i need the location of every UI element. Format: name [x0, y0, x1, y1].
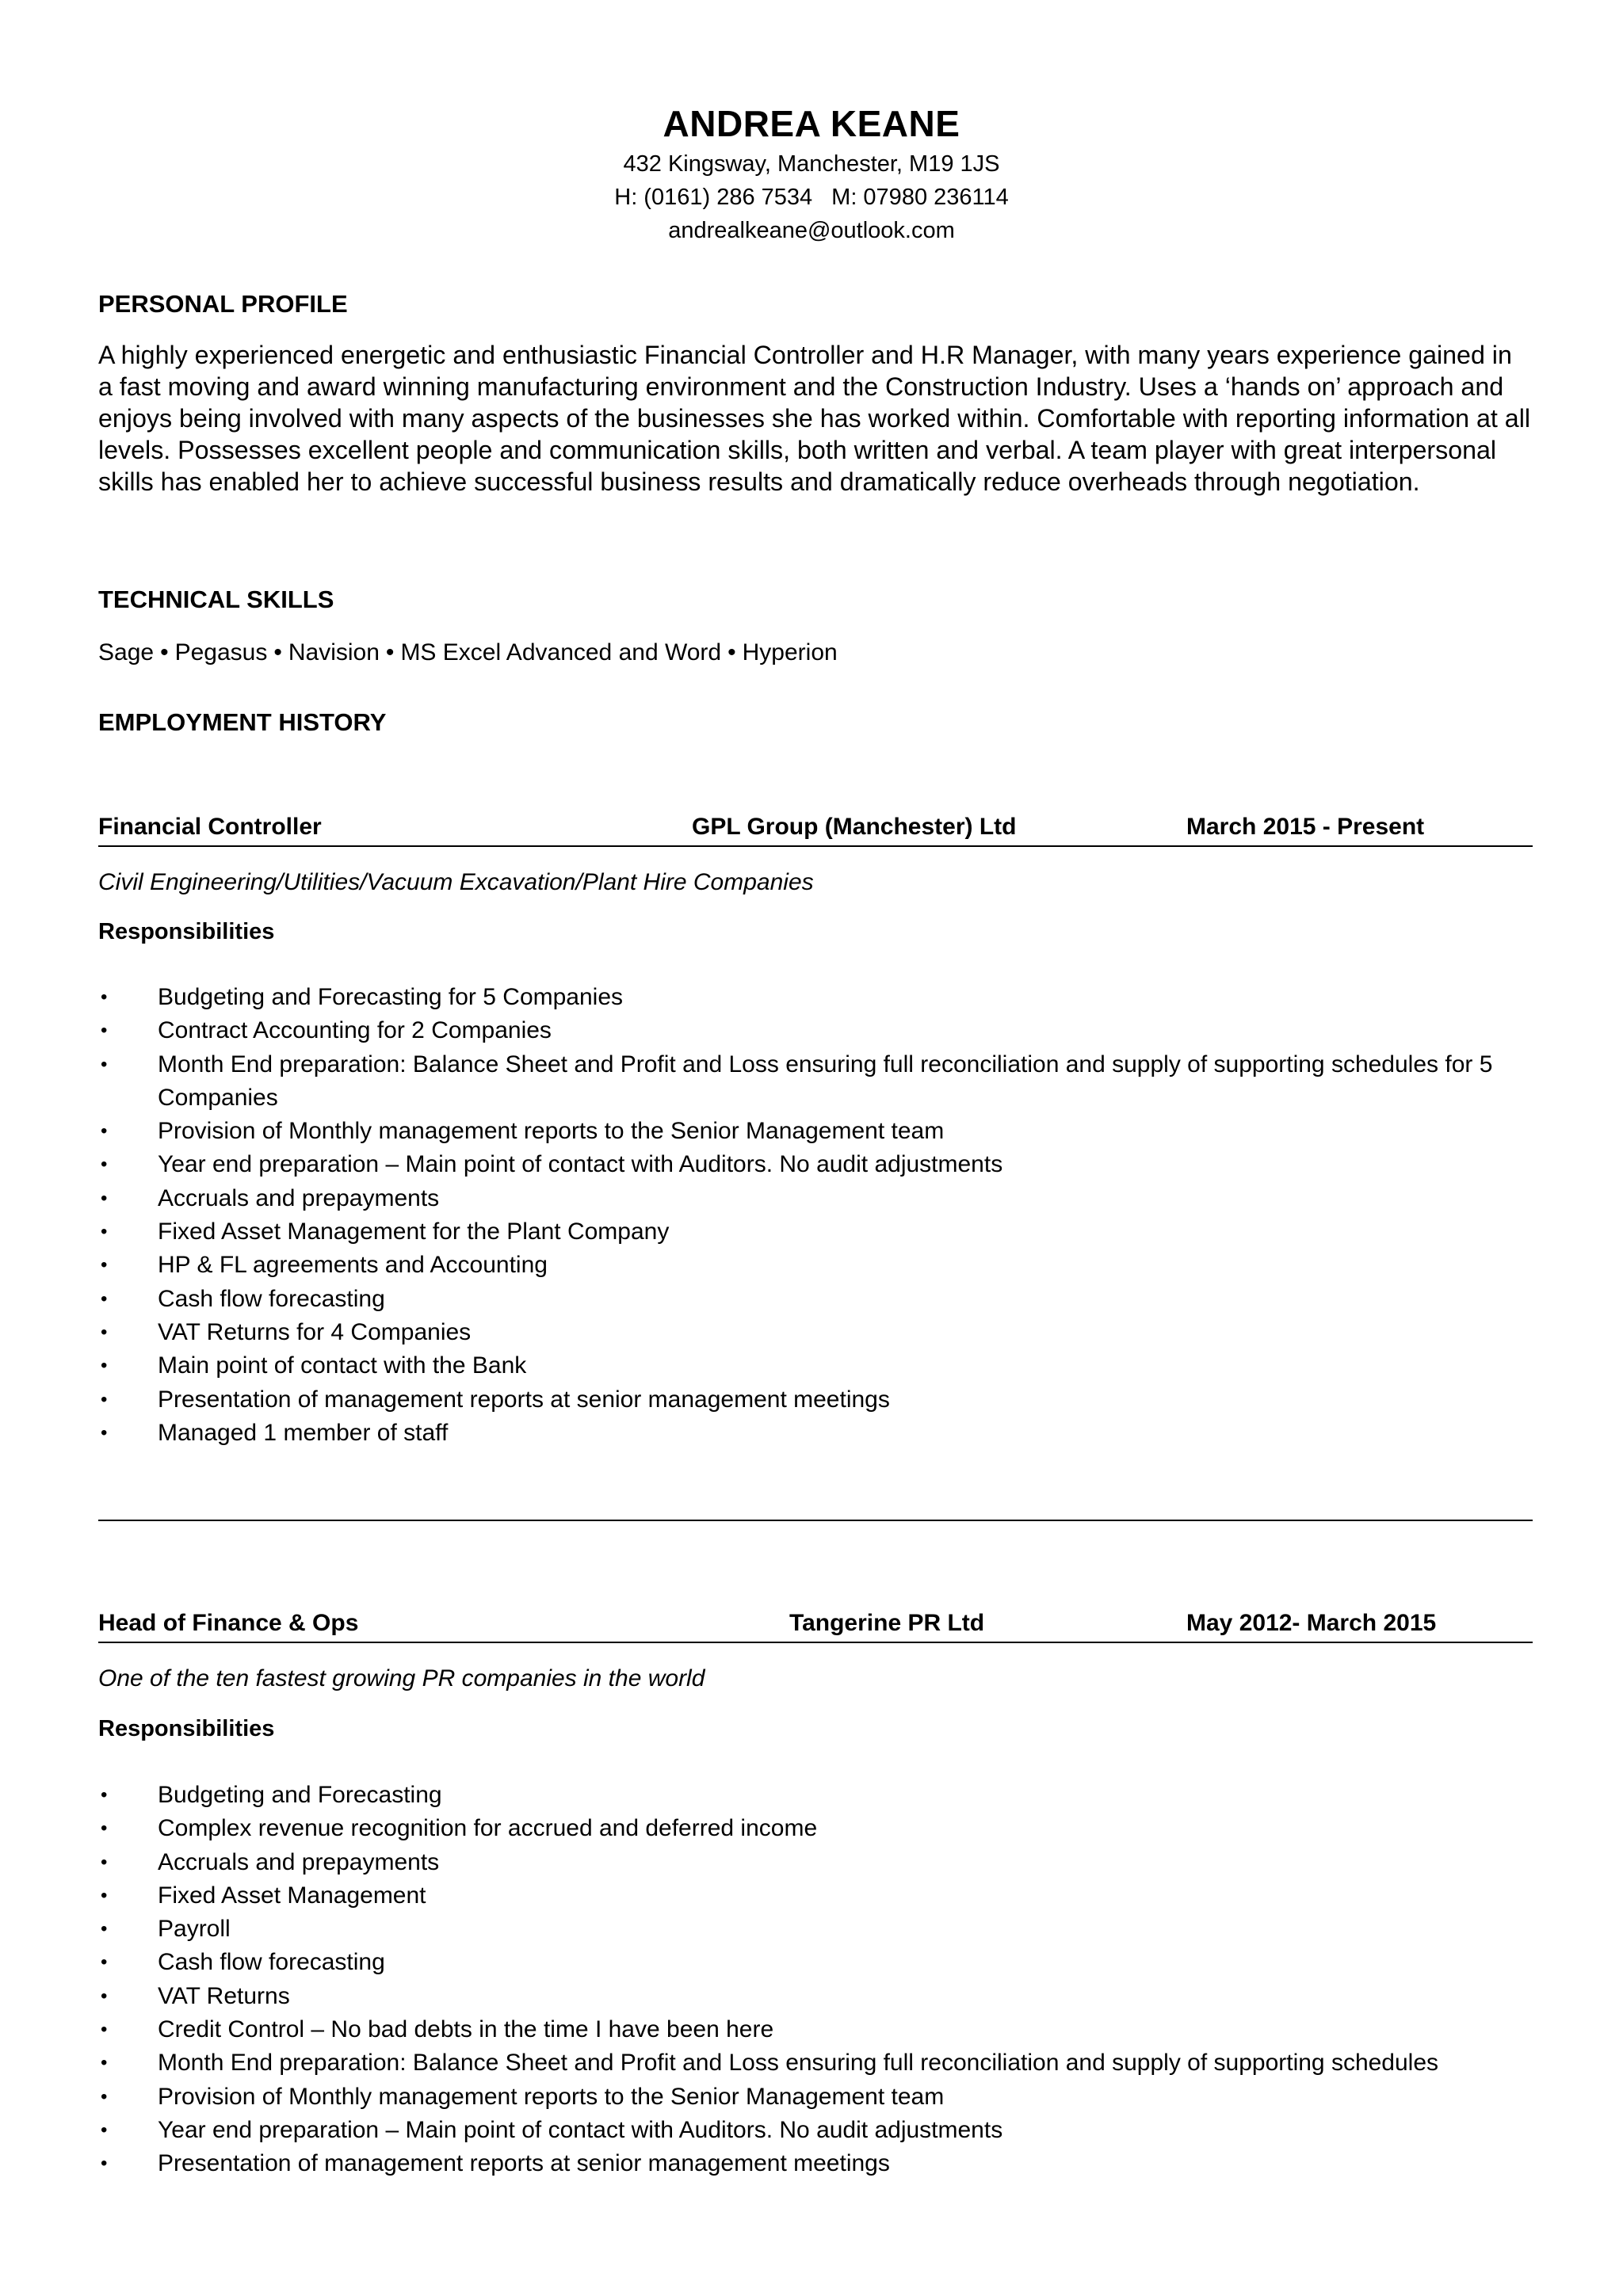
list-item: • Provision of Monthly management reports to the Senior Management team [98, 2081, 1533, 2114]
list-item: • Cash flow forecasting [98, 1283, 1533, 1316]
bullet-icon: • [101, 1120, 108, 1142]
list-item: • Month End preparation: Balance Sheet and Profit and Loss ensuring full reconciliation and supply of supporting schedules [98, 2046, 1533, 2080]
bullet-icon: • [101, 2052, 108, 2074]
bullet-icon: • [101, 1154, 108, 1176]
skill-item: Navision [288, 639, 380, 666]
job-description: One of the ten fastest growing PR companies in the world [98, 1665, 705, 1691]
bullet-icon: • [101, 1951, 108, 1974]
address: 432 Kingsway, Manchester, M19 1JS [623, 151, 1000, 177]
list-item: • Month End preparation: Balance Sheet and Profit and Loss ensuring full reconciliation and supply of supporting schedules for 5 Companies [98, 1048, 1533, 1116]
bullet-icon: • [101, 1020, 108, 1042]
list-item: • Contract Accounting for 2 Companies [98, 1014, 1533, 1047]
list-item: • Presentation of management reports at senior management meetings [98, 2147, 1533, 2180]
list-item: • HP & FL agreements and Accounting [98, 1249, 1533, 1282]
resume-header [0, 100, 1623, 247]
list-item: • Main point of contact with the Bank [98, 1349, 1533, 1383]
responsibilities-heading: Responsibilities [98, 919, 275, 944]
bullet-icon: • [101, 1884, 108, 1906]
list-item: • Budgeting and Forecasting for 5 Companies [98, 981, 1533, 1014]
list-item: • Provision of Monthly management reports to the Senior Management team [98, 1115, 1533, 1148]
home-phone: H: (0161) 286 7534 [614, 185, 813, 210]
job-dates: March 2015 - Present [1186, 814, 1425, 840]
bullet-icon: • [101, 1851, 108, 1873]
profile-text: A highly experienced energetic and enthusiastic Financial Controller and H.R Manager, with many years experience gained in a fast moving and award winning manufacturing environment and the Construction Industry. Uses a ‘hands on’ approach and enjoys being involved with many aspects of the businesses she has worked within. Comfortable with reporting information at all levels. Possesses excellent people and communication skills, both written and verbal. A team player with great interpersonal skills has enabled her to achieve successful business results and dramatically reduce overheads through negotiation. [98, 341, 1531, 496]
list-item: • Budgeting and Forecasting [98, 1779, 1533, 1812]
bullet-icon: • [101, 1221, 108, 1243]
responsibilities-heading: Responsibilities [98, 1716, 275, 1741]
job-title: Financial Controller [98, 814, 322, 840]
list-item: • VAT Returns [98, 1980, 1533, 2013]
list-item: • Fixed Asset Management [98, 1879, 1533, 1913]
skill-separator: • [727, 639, 736, 666]
list-item: • Accruals and prepayments [98, 1182, 1533, 1215]
list-item: • Payroll [98, 1913, 1533, 1946]
bullet-icon: • [101, 2019, 108, 2041]
skill-separator: • [273, 639, 282, 666]
list-item: • Cash flow forecasting [98, 1946, 1533, 1979]
skill-item: Hyperion [742, 639, 838, 666]
section-divider [98, 1520, 1533, 1521]
bullet-icon: • [101, 1388, 108, 1410]
bullet-icon: • [101, 1254, 108, 1276]
list-item: • Year end preparation – Main point of contact with Auditors. No audit adjustments [98, 1148, 1533, 1181]
responsibilities-list [98, 981, 1533, 1450]
candidate-name: ANDREA KEANE [663, 103, 960, 144]
employment-heading: EMPLOYMENT HISTORY [98, 708, 387, 736]
bullet-icon: • [101, 1355, 108, 1377]
job-description: Civil Engineering/Utilities/Vacuum Excavation/Plant Hire Companies [98, 869, 814, 895]
profile-heading: PERSONAL PROFILE [98, 290, 348, 318]
list-item: • Managed 1 member of staff [98, 1417, 1533, 1450]
job-company: GPL Group (Manchester) Ltd [692, 814, 1017, 840]
skill-separator: • [385, 639, 395, 666]
list-item: • VAT Returns for 4 Companies [98, 1316, 1533, 1349]
job-dates: May 2012- March 2015 [1186, 1610, 1437, 1636]
job-title: Head of Finance & Ops [98, 1610, 359, 1636]
bullet-icon: • [101, 1985, 108, 2007]
email: andrealkeane@outlook.com [668, 218, 955, 243]
bullet-icon: • [101, 1053, 108, 1075]
skill-separator: • [160, 639, 169, 666]
skills-heading: TECHNICAL SKILLS [98, 585, 334, 613]
responsibilities-list [98, 1779, 1533, 2181]
bullet-icon: • [101, 1321, 108, 1343]
bullet-icon: • [101, 1421, 108, 1444]
list-item: • Year end preparation – Main point of contact with Auditors. No audit adjustments [98, 2114, 1533, 2147]
bullet-icon: • [101, 1187, 108, 1209]
list-item: • Credit Control – No bad debts in the time I have been here [98, 2013, 1533, 2046]
list-item: • Complex revenue recognition for accrued and deferred income [98, 1812, 1533, 1845]
list-item: • Presentation of management reports at senior management meetings [98, 1383, 1533, 1417]
skill-item: MS Excel Advanced and Word [400, 639, 722, 666]
job-header-row [98, 812, 1533, 847]
bullet-icon: • [101, 1287, 108, 1310]
skill-item: Sage [98, 639, 155, 666]
phone-line [0, 181, 1623, 214]
bullet-icon: • [101, 1918, 108, 1940]
skill-item: Pegasus [174, 639, 268, 666]
list-item: • Fixed Asset Management for the Plant Company [98, 1215, 1533, 1249]
skills-list [98, 637, 838, 669]
list-item: • Accruals and prepayments [98, 1846, 1533, 1879]
bullet-icon: • [101, 2119, 108, 2141]
bullet-icon: • [101, 986, 108, 1008]
bullet-icon: • [101, 1784, 108, 1806]
mobile-phone: M: 07980 236114 [831, 185, 1009, 210]
bullet-icon: • [101, 2153, 108, 2175]
bullet-icon: • [101, 2085, 108, 2107]
bullet-icon: • [101, 1817, 108, 1840]
job-company: Tangerine PR Ltd [789, 1610, 985, 1636]
job-header-row [98, 1608, 1533, 1643]
